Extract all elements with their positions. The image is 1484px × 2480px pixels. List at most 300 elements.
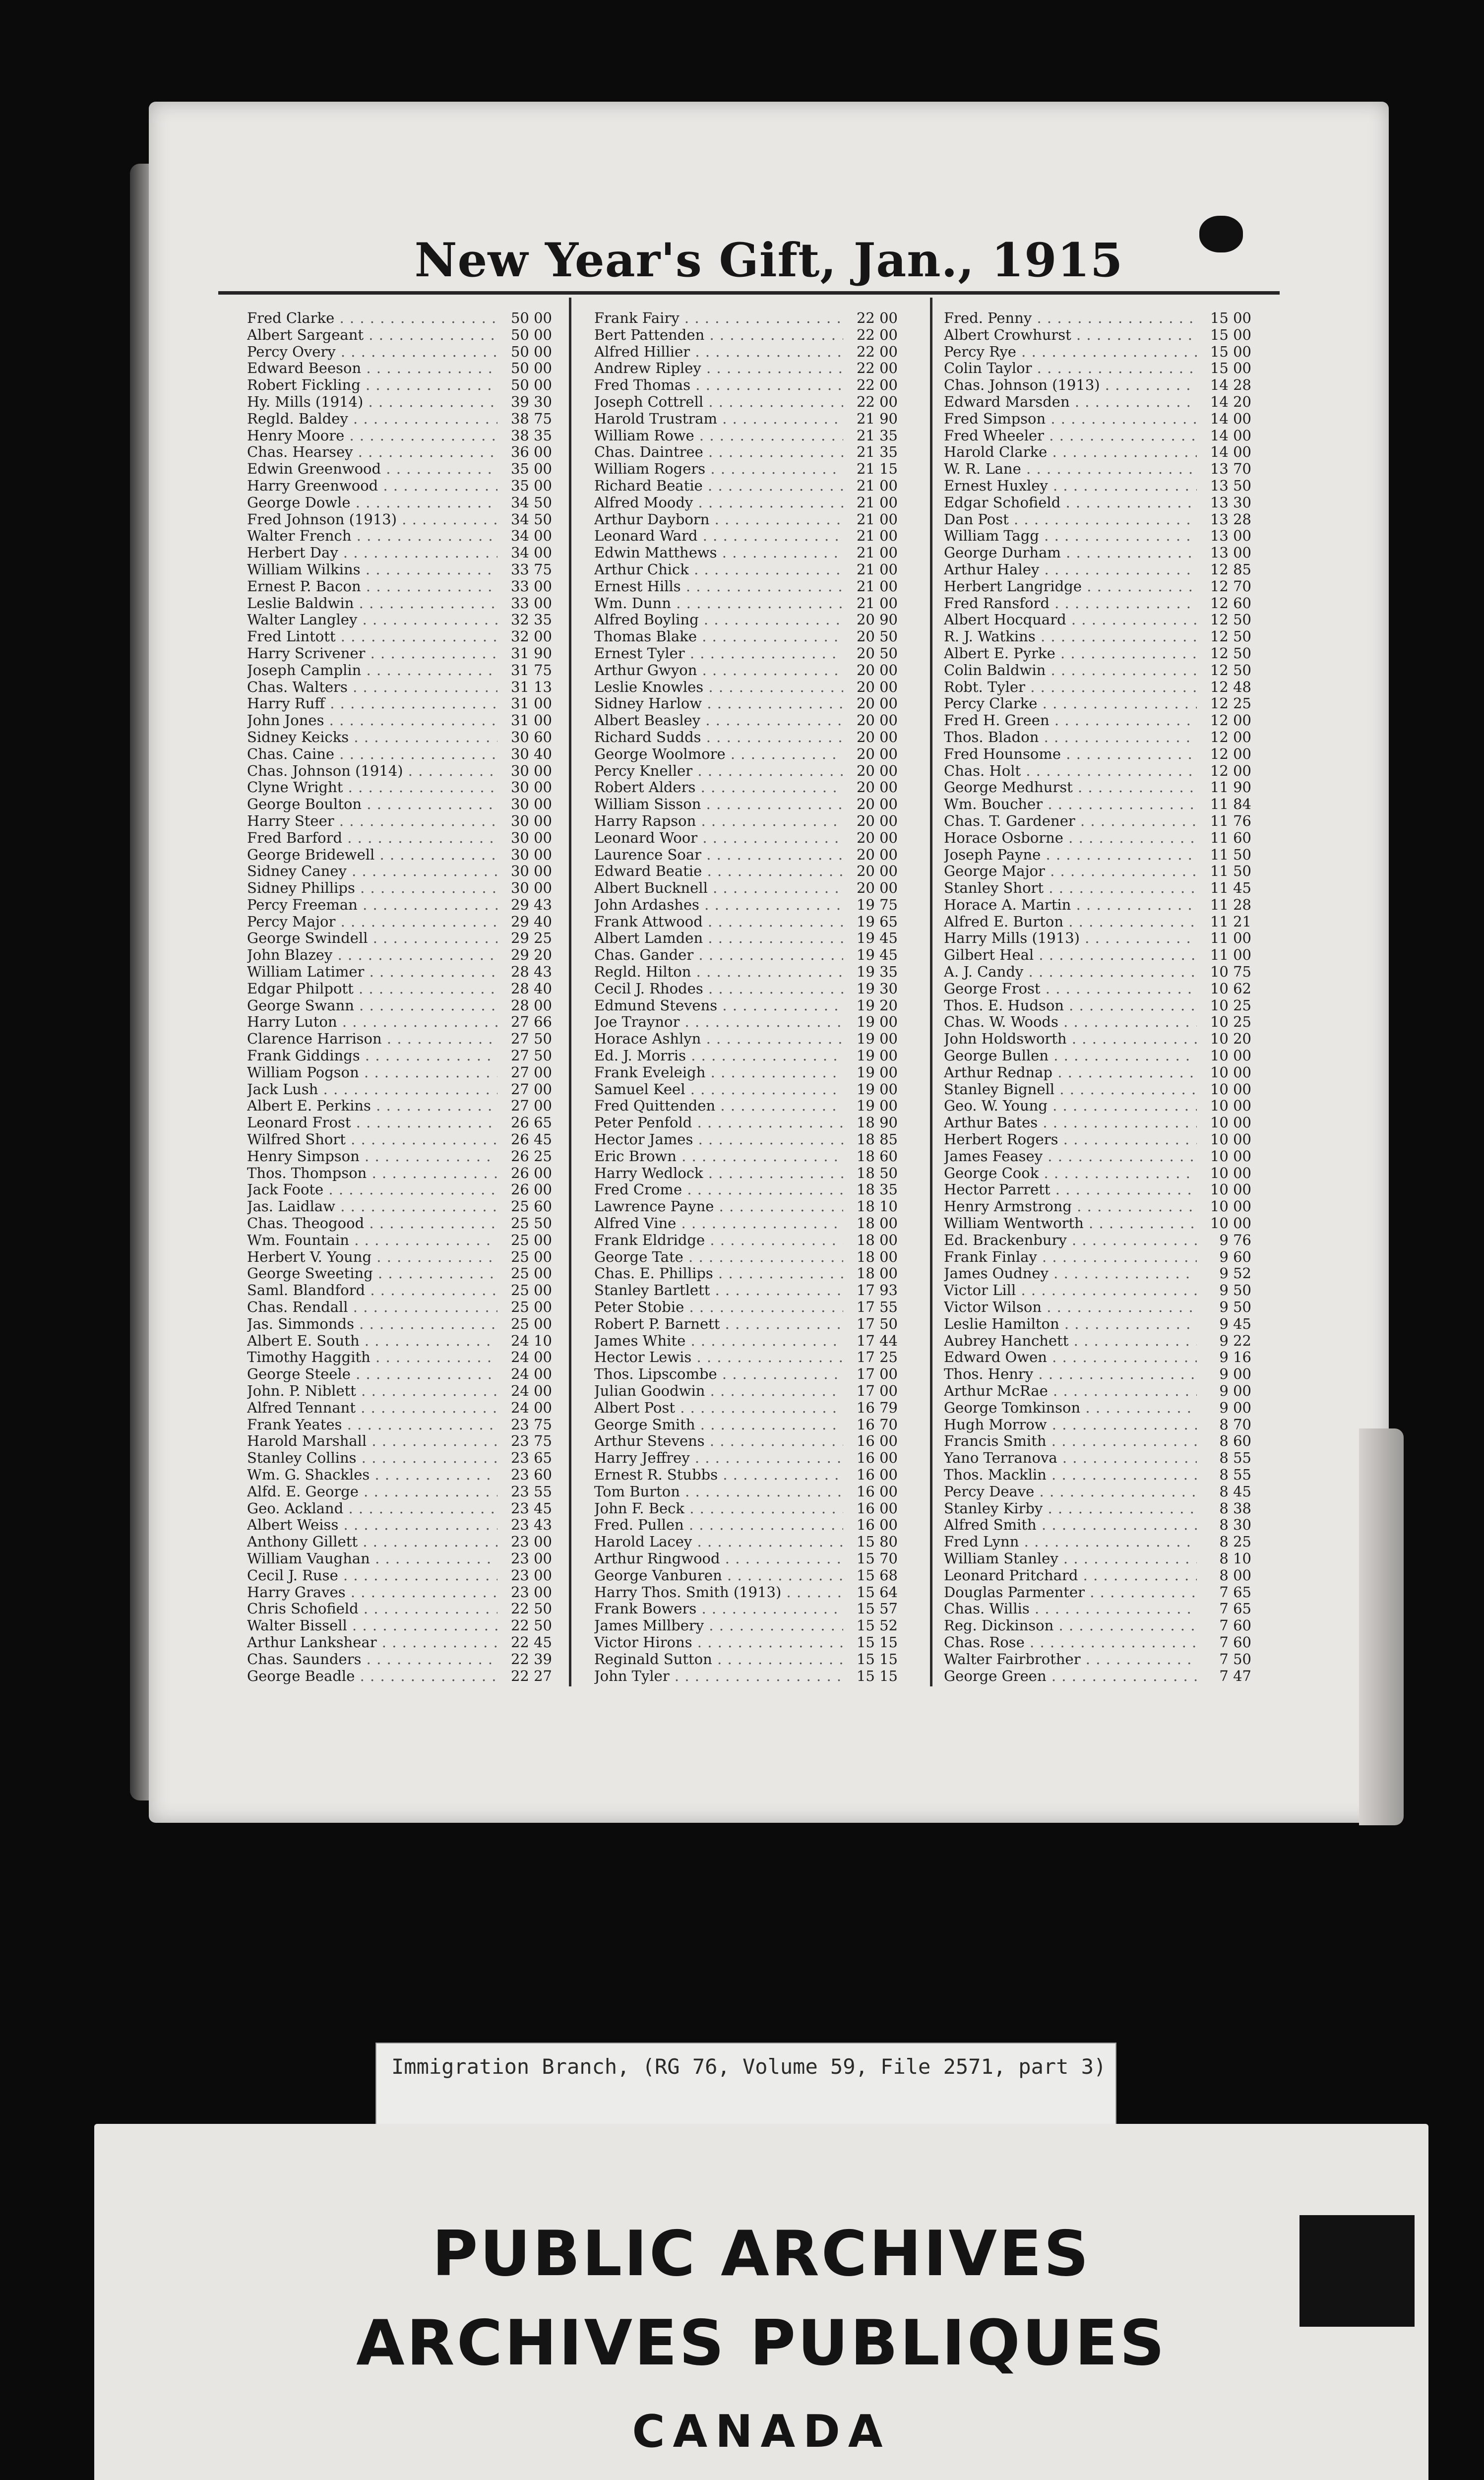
donor-name: Albert Bucknell . . . xyxy=(594,880,843,897)
donor-entry xyxy=(594,779,898,796)
donor-name: Stanley Bartlett . . . xyxy=(594,1282,843,1299)
donor-amount: 27 50 xyxy=(510,1030,552,1048)
donor-entry xyxy=(594,360,898,377)
donor-name: George Major . . . xyxy=(944,863,1197,880)
donor-amount: 28 00 xyxy=(510,996,552,1014)
donor-amount: 23 00 xyxy=(510,1583,552,1601)
donor-name: Bert Pattenden . . . xyxy=(594,327,843,344)
page-title: New Year's Gift, Jan., 1915 xyxy=(414,233,1123,288)
donor-name: Percy Kneller . . . xyxy=(594,763,843,780)
donor-entry xyxy=(944,545,1251,561)
donor-name: Jas. Simmonds . . . xyxy=(247,1316,497,1333)
donor-entry xyxy=(247,813,552,830)
donor-entry xyxy=(247,1181,552,1198)
donor-entry xyxy=(594,997,898,1014)
donor-entry xyxy=(594,847,898,864)
donor-amount: 16 00 xyxy=(856,1499,898,1517)
donor-name: Edgar Philpott . . . xyxy=(247,981,497,997)
donor-name: William Vaughan . . . xyxy=(247,1550,497,1567)
donor-name: Joseph Camplin . . . xyxy=(247,662,497,679)
donor-entry xyxy=(944,1333,1251,1350)
donor-entry xyxy=(944,1584,1251,1601)
donor-entry xyxy=(594,1500,898,1517)
donor-name: John F. Beck . . . xyxy=(594,1500,843,1517)
donor-entry xyxy=(594,964,898,981)
donor-name: Albert Lamden . . . xyxy=(594,930,843,947)
donor-name: Harry Luton . . . xyxy=(247,1014,497,1031)
donor-entry xyxy=(944,1634,1251,1651)
donor-amount: 10 00 xyxy=(1210,1164,1251,1181)
donor-entry xyxy=(944,628,1251,645)
donor-entry xyxy=(944,1617,1251,1634)
donor-amount: 12 25 xyxy=(1210,695,1251,712)
column-divider-right xyxy=(930,298,932,1686)
donor-entry xyxy=(247,327,552,344)
donor-name: Walter Langley . . . xyxy=(247,612,497,628)
donor-name: Fred H. Green . . . xyxy=(944,712,1197,729)
donor-entry xyxy=(944,1349,1251,1366)
donor-amount: 19 00 xyxy=(856,1063,898,1081)
donor-amount: 18 85 xyxy=(856,1131,898,1148)
donor-entry xyxy=(594,478,898,495)
donor-amount: 19 00 xyxy=(856,1047,898,1064)
donor-amount: 16 00 xyxy=(856,1449,898,1467)
donor-name: John Holdsworth . . . xyxy=(944,1031,1197,1048)
donor-name: John. P. Niblett . . . xyxy=(247,1383,497,1400)
donor-amount: 13 30 xyxy=(1210,494,1251,511)
donor-name: Frank Yeates . . . xyxy=(247,1417,497,1433)
donor-entry xyxy=(594,595,898,612)
donor-entry xyxy=(594,1484,898,1500)
donor-name: George Dowle . . . xyxy=(247,495,497,511)
donor-name: Fred Clarke . . . xyxy=(247,310,497,327)
donor-amount: 8 38 xyxy=(1219,1499,1251,1517)
donor-entry xyxy=(247,1517,552,1534)
donor-entry xyxy=(944,360,1251,377)
donor-name: Thos. Macklin . . . xyxy=(944,1467,1197,1484)
donor-entry xyxy=(247,478,552,495)
donor-name: Robert P. Barnett . . . xyxy=(594,1316,843,1333)
donor-name: Arthur Ringwood . . . xyxy=(594,1550,843,1567)
donor-name: Ernest P. Bacon . . . xyxy=(247,578,497,595)
donor-name: Dan Post . . . xyxy=(944,511,1197,528)
donor-entry xyxy=(247,645,552,662)
donor-name: Chas. Gander . . . xyxy=(594,947,843,964)
donor-entry xyxy=(944,1450,1251,1467)
donor-amount: 9 00 xyxy=(1219,1399,1251,1416)
donor-amount: 35 00 xyxy=(510,477,552,494)
donor-name: Harry Wedlock . . . xyxy=(594,1165,843,1182)
donor-entry xyxy=(594,428,898,444)
column-divider-left xyxy=(569,298,571,1686)
donor-name: Ernest R. Stubbs . . . xyxy=(594,1467,843,1484)
donor-amount: 15 70 xyxy=(856,1550,898,1567)
donor-entry xyxy=(944,1014,1251,1031)
donor-amount: 20 50 xyxy=(856,644,898,662)
donor-name: Percy Deave . . . xyxy=(944,1484,1197,1500)
donor-name: Frank Fairy . . . xyxy=(594,310,843,327)
donor-entry xyxy=(944,495,1251,511)
donor-amount: 25 00 xyxy=(510,1248,552,1265)
donor-entry xyxy=(944,1467,1251,1484)
donor-amount: 15 00 xyxy=(1210,326,1251,343)
donor-amount: 36 00 xyxy=(510,443,552,461)
donor-amount: 27 66 xyxy=(510,1013,552,1031)
donor-name: Edwin Matthews . . . xyxy=(594,545,843,561)
donor-name: George Beadle . . . xyxy=(247,1668,497,1685)
donor-entry xyxy=(594,1031,898,1048)
donor-name: Albert Sargeant . . . xyxy=(247,327,497,344)
donor-entry xyxy=(594,880,898,897)
donor-name: Henry Simpson . . . xyxy=(247,1148,497,1165)
donor-name: Arthur Bates . . . xyxy=(944,1115,1197,1131)
donor-amount: 14 20 xyxy=(1210,393,1251,410)
donor-entry xyxy=(594,1601,898,1617)
donor-amount: 25 00 xyxy=(510,1265,552,1282)
donor-name: Leonard Ward . . . xyxy=(594,528,843,545)
donor-entry xyxy=(594,1450,898,1467)
donor-entry xyxy=(594,561,898,578)
donor-name: W. R. Lane . . . xyxy=(944,461,1197,478)
donor-name: Henry Moore . . . xyxy=(247,428,497,444)
donor-amount: 11 00 xyxy=(1210,930,1251,947)
donor-entry xyxy=(247,1550,552,1567)
donor-name: Robt. Tyler . . . xyxy=(944,679,1197,696)
donor-amount: 20 90 xyxy=(856,611,898,628)
donor-amount: 7 47 xyxy=(1219,1667,1251,1684)
donor-name: George Frost . . . xyxy=(944,981,1197,997)
donor-entry xyxy=(944,796,1251,813)
donor-entry xyxy=(944,695,1251,712)
donor-name: Harold Clarke . . . xyxy=(944,444,1197,461)
donor-amount: 22 00 xyxy=(856,343,898,360)
donor-entry xyxy=(594,1366,898,1383)
donor-entry xyxy=(944,1316,1251,1333)
donor-amount: 26 25 xyxy=(510,1147,552,1165)
donor-amount: 8 00 xyxy=(1219,1566,1251,1584)
donor-amount: 12 50 xyxy=(1210,661,1251,679)
archives-card-line3: CANADA xyxy=(632,2406,891,2458)
donor-entry xyxy=(594,1198,898,1215)
donor-entry xyxy=(594,1550,898,1567)
donor-name: Wilfred Short . . . xyxy=(247,1131,497,1148)
donor-name: Francis Smith . . . xyxy=(944,1433,1197,1450)
donor-entry xyxy=(944,863,1251,880)
donor-entry xyxy=(594,528,898,545)
donor-name: Alfred E. Burton . . . xyxy=(944,914,1197,930)
donor-amount: 10 00 xyxy=(1210,1047,1251,1064)
donor-entry xyxy=(247,1115,552,1131)
donor-entry xyxy=(944,964,1251,981)
donor-amount: 19 20 xyxy=(856,996,898,1014)
donor-entry xyxy=(944,478,1251,495)
donor-name: Saml. Blandford . . . xyxy=(247,1282,497,1299)
donor-name: Fred Thomas . . . xyxy=(594,377,843,394)
donor-entry xyxy=(594,377,898,394)
donor-amount: 23 45 xyxy=(510,1499,552,1517)
donor-entry xyxy=(594,1014,898,1031)
donor-name: Henry Armstrong . . . xyxy=(944,1198,1197,1215)
donor-name: Albert Post . . . xyxy=(594,1400,843,1417)
donor-name: Thos. Bladon . . . xyxy=(944,729,1197,746)
donor-entry xyxy=(944,1517,1251,1534)
donor-entry xyxy=(247,545,552,561)
donor-name: Clyne Wright . . . xyxy=(247,779,497,796)
donor-entry xyxy=(247,1131,552,1148)
donor-entry xyxy=(594,1148,898,1165)
donor-name: Percy Freeman . . . xyxy=(247,897,497,914)
donor-entry xyxy=(944,1299,1251,1316)
donor-entry xyxy=(247,1048,552,1064)
donor-amount: 20 00 xyxy=(856,796,898,813)
donor-name: Chas. Walters . . . xyxy=(247,679,497,696)
donor-entry xyxy=(944,528,1251,545)
torn-page-edge-right xyxy=(1359,1428,1404,1825)
donor-entry xyxy=(247,461,552,478)
donor-name: Harry Scrivener . . . xyxy=(247,645,497,662)
donor-entry xyxy=(594,1668,898,1685)
donor-name: Chas. Willis . . . xyxy=(944,1601,1197,1617)
donor-name: George Cook . . . xyxy=(944,1165,1197,1182)
donor-amount: 20 00 xyxy=(856,728,898,745)
donor-amount: 15 15 xyxy=(856,1667,898,1684)
donor-name: Chas. Hearsey . . . xyxy=(247,444,497,461)
donor-entry xyxy=(594,1584,898,1601)
donor-name: Arthur Chick . . . xyxy=(594,561,843,578)
donor-entry xyxy=(247,1249,552,1266)
donor-name: Albert E. South . . . xyxy=(247,1333,497,1350)
donor-amount: 17 50 xyxy=(856,1315,898,1332)
donor-entry xyxy=(247,1064,552,1081)
donor-entry xyxy=(944,1651,1251,1668)
donor-amount: 22 50 xyxy=(510,1600,552,1617)
donor-name: Arthur Rednap . . . xyxy=(944,1064,1197,1081)
donor-name: Alfred Vine . . . xyxy=(594,1215,843,1232)
donor-entry xyxy=(247,1299,552,1316)
donor-amount: 13 00 xyxy=(1210,527,1251,545)
donor-name: Fred Crome . . . xyxy=(594,1181,843,1198)
donor-entry xyxy=(944,1265,1251,1282)
donor-name: Sidney Keicks . . . xyxy=(247,729,497,746)
donor-name: William Pogson . . . xyxy=(247,1064,497,1081)
donor-name: Walter Fairbrother . . . xyxy=(944,1651,1197,1668)
donor-name: George Sweeting . . . xyxy=(247,1265,497,1282)
donor-amount: 18 50 xyxy=(856,1164,898,1181)
donor-name: Harry Steer . . . xyxy=(247,813,497,830)
donor-entry xyxy=(594,1098,898,1115)
donor-entry xyxy=(594,628,898,645)
donor-entry xyxy=(594,813,898,830)
donor-entry xyxy=(944,327,1251,344)
donor-entry xyxy=(247,310,552,327)
donor-name: Yano Terranova . . . xyxy=(944,1450,1197,1467)
donor-amount: 19 00 xyxy=(856,1030,898,1048)
donor-amount: 21 00 xyxy=(856,527,898,545)
donor-entry xyxy=(247,997,552,1014)
donor-name: Horace Ashlyn . . . xyxy=(594,1031,843,1048)
donor-name: Joe Traynor . . . xyxy=(594,1014,843,1031)
donor-name: Victor Wilson . . . xyxy=(944,1299,1197,1316)
donor-amount: 21 00 xyxy=(856,494,898,511)
donor-amount: 10 75 xyxy=(1210,963,1251,981)
donor-amount: 30 00 xyxy=(510,779,552,796)
donor-entry xyxy=(594,897,898,914)
donor-amount: 50 00 xyxy=(510,360,552,377)
donor-amount: 14 00 xyxy=(1210,443,1251,461)
donor-name: Hector Lewis . . . xyxy=(594,1349,843,1366)
donor-entry xyxy=(247,1031,552,1048)
donor-amount: 21 15 xyxy=(856,460,898,478)
donor-entry xyxy=(944,444,1251,461)
donor-amount: 12 85 xyxy=(1210,560,1251,578)
donor-column-3 xyxy=(944,310,1251,1684)
donor-amount: 31 75 xyxy=(510,661,552,679)
donor-entry xyxy=(594,545,898,561)
donor-entry xyxy=(944,461,1251,478)
donor-entry xyxy=(594,578,898,595)
donor-name: George Bullen . . . xyxy=(944,1048,1197,1064)
donor-entry xyxy=(594,1081,898,1098)
donor-amount: 22 00 xyxy=(856,326,898,343)
donor-amount: 12 50 xyxy=(1210,611,1251,628)
donor-name: Fred Quittenden . . . xyxy=(594,1098,843,1115)
donor-amount: 22 27 xyxy=(510,1667,552,1684)
donor-amount: 26 00 xyxy=(510,1181,552,1198)
donor-name: Chas. W. Woods . . . xyxy=(944,1014,1197,1031)
donor-entry xyxy=(944,394,1251,411)
donor-name: Harry Greenwood . . . xyxy=(247,478,497,495)
donor-name: Albert E. Perkins . . . xyxy=(247,1098,497,1115)
donor-entry xyxy=(247,1534,552,1550)
donor-amount: 11 28 xyxy=(1210,896,1251,913)
donor-entry xyxy=(247,880,552,897)
donor-name: Chas. Johnson (1913) . . . xyxy=(944,377,1197,394)
donor-name: William Stanley . . . xyxy=(944,1550,1197,1567)
donor-name: Fred Ransford . . . xyxy=(944,595,1197,612)
donor-name: John Blazey . . . xyxy=(247,947,497,964)
donor-amount: 23 65 xyxy=(510,1449,552,1467)
donor-amount: 15 00 xyxy=(1210,360,1251,377)
donor-amount: 27 50 xyxy=(510,1047,552,1064)
donor-name: James Feasey . . . xyxy=(944,1148,1197,1165)
donor-name: Geo. W. Young . . . xyxy=(944,1098,1197,1115)
donor-name: Hector James . . . xyxy=(594,1131,843,1148)
donor-name: George Steele . . . xyxy=(247,1366,497,1383)
donor-amount: 12 00 xyxy=(1210,712,1251,729)
donor-amount: 30 00 xyxy=(510,796,552,813)
donor-amount: 17 00 xyxy=(856,1365,898,1383)
donor-name: Edward Owen . . . xyxy=(944,1349,1197,1366)
donor-name: Fred Simpson . . . xyxy=(944,411,1197,428)
donor-amount: 25 00 xyxy=(510,1231,552,1248)
donor-name: James White . . . xyxy=(594,1333,843,1350)
donor-entry xyxy=(944,1048,1251,1064)
donor-name: Lawrence Payne . . . xyxy=(594,1198,843,1215)
donor-name: Horace Osborne . . . xyxy=(944,830,1197,847)
donor-amount: 11 45 xyxy=(1210,879,1251,897)
donor-entry xyxy=(594,344,898,361)
donor-amount: 23 00 xyxy=(510,1566,552,1584)
donor-name: Harry Thos. Smith (1913) . . . xyxy=(594,1584,843,1601)
donor-amount: 29 20 xyxy=(510,946,552,964)
donor-name: Clarence Harrison . . . xyxy=(247,1031,497,1048)
donor-amount: 17 25 xyxy=(856,1349,898,1366)
donor-name: Hugh Morrow . . . xyxy=(944,1417,1197,1433)
donor-entry xyxy=(594,1534,898,1550)
donor-entry xyxy=(944,947,1251,964)
donor-amount: 19 30 xyxy=(856,980,898,997)
donor-name: Fred. Pullen . . . xyxy=(594,1517,843,1534)
donor-entry xyxy=(944,428,1251,444)
donor-entry xyxy=(247,495,552,511)
donor-amount: 24 00 xyxy=(510,1382,552,1399)
donor-name: William Rowe . . . xyxy=(594,428,843,444)
donor-name: Wm. Fountain . . . xyxy=(247,1232,497,1249)
donor-entry xyxy=(594,411,898,428)
donor-amount: 9 52 xyxy=(1219,1265,1251,1282)
donor-entry xyxy=(247,561,552,578)
donor-name: George Durham . . . xyxy=(944,545,1197,561)
donor-name: Edward Marsden . . . xyxy=(944,394,1197,411)
donor-amount: 20 00 xyxy=(856,829,898,846)
donor-amount: 15 57 xyxy=(856,1600,898,1617)
donor-name: Thos. E. Hudson . . . xyxy=(944,997,1197,1014)
donor-name: Thomas Blake . . . xyxy=(594,628,843,645)
donor-amount: 31 00 xyxy=(510,695,552,712)
donor-name: Robert Fickling . . . xyxy=(247,377,497,394)
donor-amount: 13 50 xyxy=(1210,477,1251,494)
donor-name: George Tate . . . xyxy=(594,1249,843,1266)
donor-name: Gilbert Heal . . . xyxy=(944,947,1197,964)
donor-amount: 15 00 xyxy=(1210,343,1251,360)
donor-entry xyxy=(594,914,898,930)
donor-name: Chas. Holt . . . xyxy=(944,763,1197,780)
donor-entry xyxy=(944,1098,1251,1115)
donor-amount: 20 00 xyxy=(856,695,898,712)
donor-entry xyxy=(247,1232,552,1249)
donor-entry xyxy=(944,1567,1251,1584)
donor-name: R. J. Watkins . . . xyxy=(944,628,1197,645)
donor-name: Leslie Baldwin . . . xyxy=(247,595,497,612)
donor-amount: 24 00 xyxy=(510,1365,552,1383)
donor-name: Herbert Langridge . . . xyxy=(944,578,1197,595)
donor-name: Herbert Rogers . . . xyxy=(944,1131,1197,1148)
donor-amount: 16 00 xyxy=(856,1516,898,1534)
donor-amount: 33 00 xyxy=(510,577,552,595)
donor-name: Chas. T. Gardener . . . xyxy=(944,813,1197,830)
donor-entry xyxy=(944,1433,1251,1450)
donor-amount: 30 60 xyxy=(510,728,552,745)
donor-name: Harry Rapson . . . xyxy=(594,813,843,830)
donor-amount: 16 00 xyxy=(856,1466,898,1483)
donor-amount: 19 45 xyxy=(856,946,898,964)
donor-entry xyxy=(247,796,552,813)
donor-entry xyxy=(247,628,552,645)
donor-name: Julian Goodwin . . . xyxy=(594,1383,843,1400)
donor-name: Chas. Theogood . . . xyxy=(247,1215,497,1232)
donor-entry xyxy=(247,1500,552,1517)
donor-amount: 12 70 xyxy=(1210,577,1251,595)
donor-amount: 7 50 xyxy=(1219,1650,1251,1668)
donor-entry xyxy=(247,1333,552,1350)
donor-name: George Medhurst . . . xyxy=(944,779,1197,796)
donor-entry xyxy=(247,444,552,461)
donor-name: Arthur McRae . . . xyxy=(944,1383,1197,1400)
donor-entry xyxy=(594,327,898,344)
donor-name: Harry Ruff . . . xyxy=(247,695,497,712)
donor-amount: 24 00 xyxy=(510,1399,552,1416)
donor-entry xyxy=(944,561,1251,578)
